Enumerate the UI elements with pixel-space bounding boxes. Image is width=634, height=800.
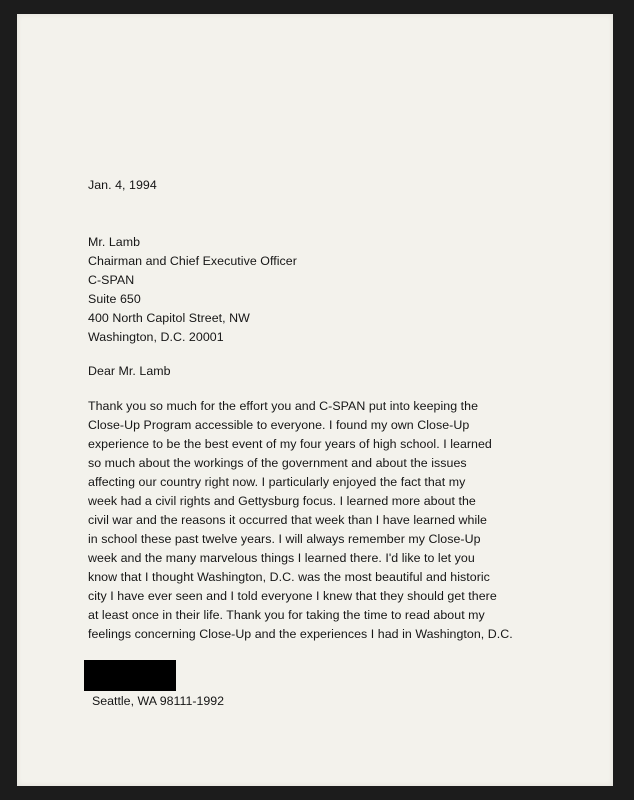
body-line: so much about the workings of the government and about the issues [88,456,467,470]
body-line: at least once in their life. Thank you for taking the time to read about my [88,608,485,622]
body-line: Thank you so much for the effort you and C-SPAN put into keeping the [88,399,479,413]
recipient-line: 400 North Capitol Street, NW [88,311,250,325]
body-line: feelings concerning Close-Up and the experiences I had in Washington, D.C. [88,627,513,641]
body-line: Close-Up Program accessible to everyone. I found my own Close-Up [88,418,470,432]
sender-location: Seattle, WA 98111-1992 [92,694,225,708]
letter-body [88,397,568,644]
body-line: week and the many marvelous things I learned there. I'd like to let you [88,551,475,565]
body-line: civil war and the reasons it occurred that week than I have learned while [88,513,487,527]
letter-text [88,176,568,718]
body-line: in school these past twelve years. I will always remember my Close-Up [88,532,481,546]
recipient-address [88,233,568,347]
body-line: week had a civil rights and Gettysburg focus. I learned more about the [88,494,476,508]
recipient-line: Washington, D.C. 20001 [88,330,224,344]
salutation: Dear Mr. Lamb [88,364,171,378]
recipient-line: Chairman and Chief Executive Officer [88,254,297,268]
redacted-signature-block [84,660,176,691]
body-line: know that I thought Washington, D.C. was the most beautiful and historic [88,570,490,584]
body-line: city I have ever seen and I told everyone I knew that they should get there [88,589,497,603]
body-line: experience to be the best event of my four years of high school. I learned [88,437,492,451]
recipient-line: Suite 650 [88,292,141,306]
recipient-line: Mr. Lamb [88,235,141,249]
recipient-line: C-SPAN [88,273,135,287]
body-line: affecting our country right now. I particularly enjoyed the fact that my [88,475,466,489]
letter-date: Jan. 4, 1994 [88,178,157,192]
